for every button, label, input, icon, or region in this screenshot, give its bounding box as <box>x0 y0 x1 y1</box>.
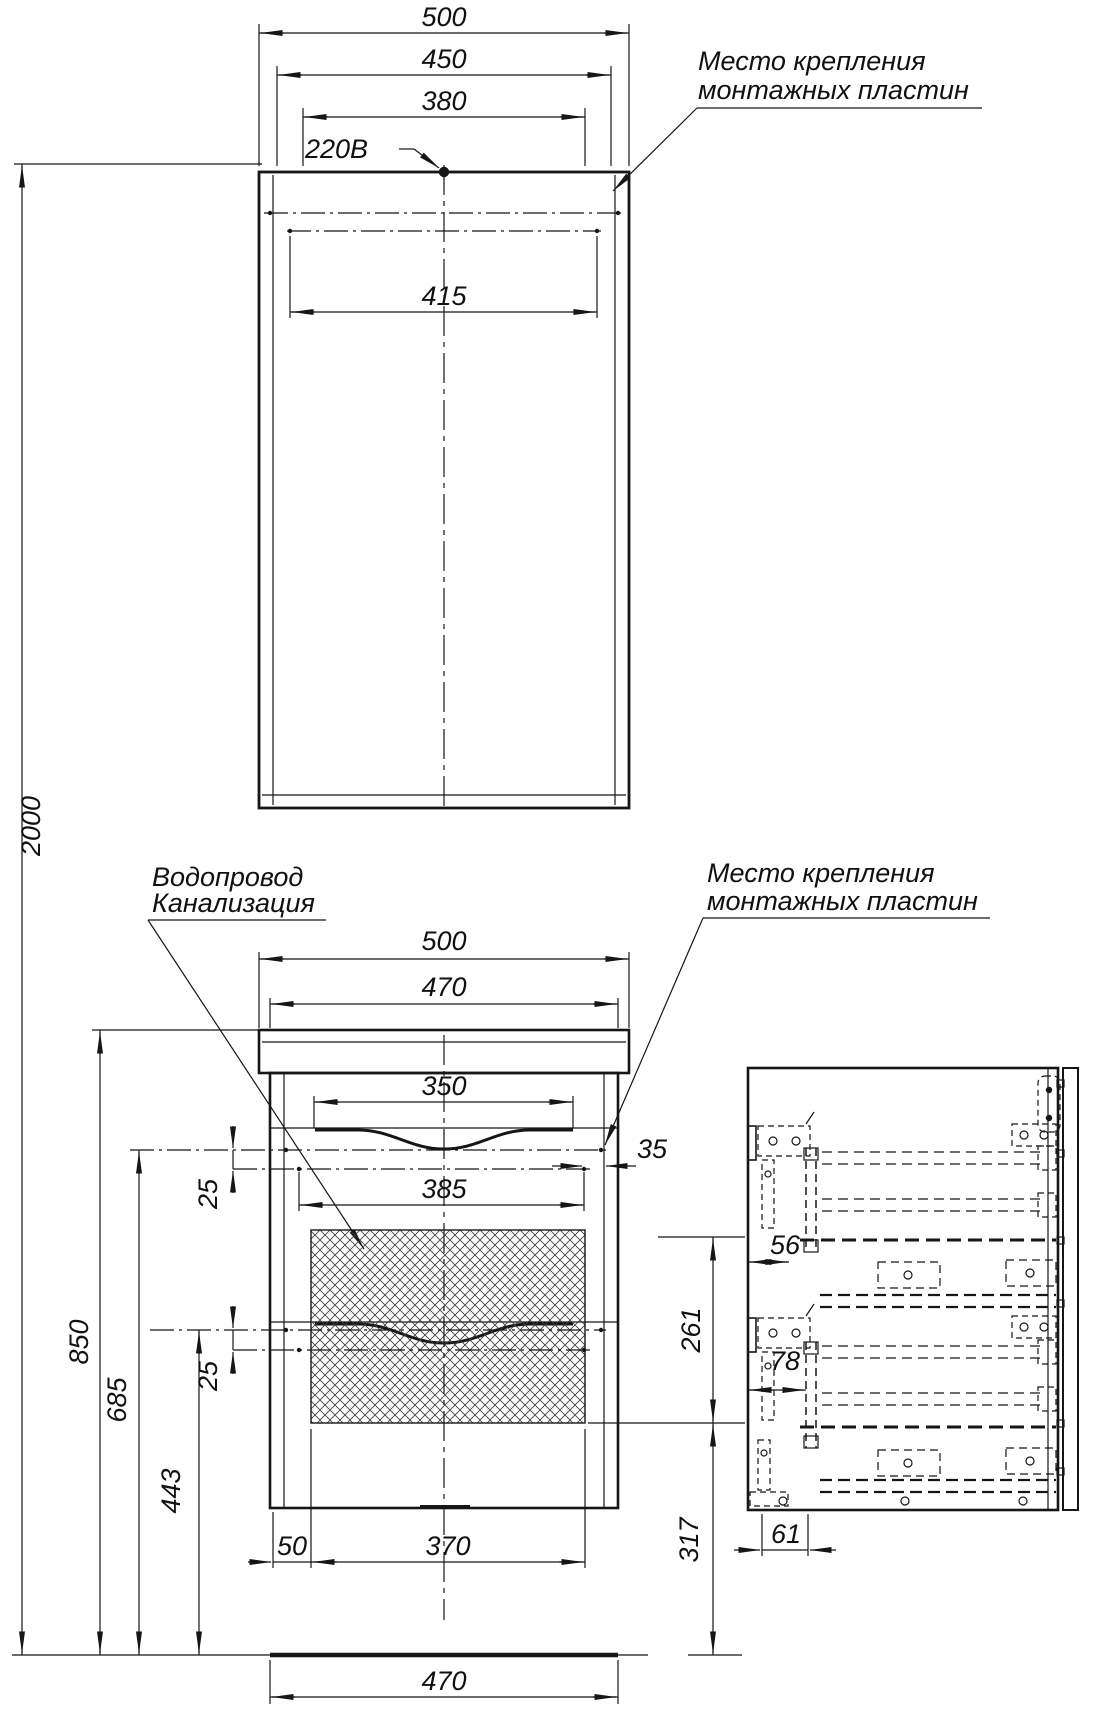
dim-height-slide2: 443 <box>156 1468 186 1514</box>
dim-handle-width: 350 <box>421 1071 467 1101</box>
service-access-hatched-area <box>311 1230 585 1423</box>
power-callout-label: 220В <box>305 134 369 164</box>
dim-bottom-inset: 50 <box>276 1531 308 1561</box>
vanity-side-view <box>748 1068 1078 1510</box>
mounting-label2-line2: монтажных пластин <box>707 886 978 916</box>
dim-mirror-inner: 450 <box>421 44 467 74</box>
dim-front-width: 500 <box>421 926 467 956</box>
mounting-label-line2: монтажных пластин <box>698 75 969 105</box>
dim-mirror-width: 500 <box>421 2 467 32</box>
dim-front-body: 470 <box>421 972 467 1002</box>
vanity-front-view <box>12 1030 648 1655</box>
dim-side-lower-zone: 317 <box>674 1517 704 1563</box>
dim-gap-upper: 25 <box>193 1178 223 1210</box>
plumbing-label-line1: Водопровод <box>152 862 304 892</box>
wall-mount-rail <box>1063 1068 1078 1510</box>
dim-floor-width: 470 <box>421 1666 467 1696</box>
dim-side-bottom-offset: 61 <box>770 1519 802 1549</box>
dim-bottom-span: 370 <box>425 1531 471 1561</box>
dim-side-mid-offset: 78 <box>769 1346 801 1376</box>
mounting-label2-line1: Место крепления <box>707 858 935 888</box>
mounting-plates-label-middle <box>605 858 990 1145</box>
plumbing-label <box>148 862 364 1249</box>
mounting-plates-label-top <box>613 46 982 191</box>
dim-mirror-top: 380 <box>421 86 467 116</box>
dim-gap-lower: 25 <box>193 1360 223 1392</box>
dim-height-slide1: 685 <box>102 1377 132 1423</box>
dim-height-counter: 850 <box>64 1319 94 1365</box>
dim-plate-offset: 35 <box>636 1134 668 1164</box>
mirror-cabinet-front-view <box>259 165 629 808</box>
vanity-side-dimensions <box>588 1230 836 1655</box>
dim-plate-span: 385 <box>421 1174 467 1204</box>
dim-height-total: 2000 <box>16 795 46 857</box>
dim-mirror-plates: 415 <box>421 281 467 311</box>
mounting-label-line1: Место крепления <box>698 46 926 76</box>
dim-side-drawer-zone: 261 <box>676 1307 706 1353</box>
power-outlet-point <box>439 167 449 177</box>
plumbing-label-line2: Канализация <box>152 888 315 918</box>
dim-side-top-offset: 56 <box>769 1230 801 1260</box>
